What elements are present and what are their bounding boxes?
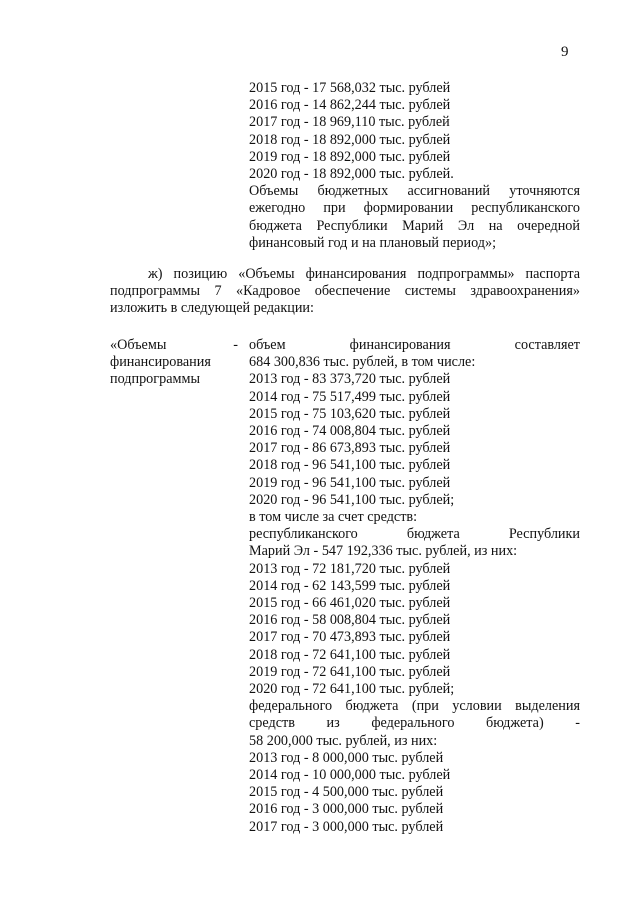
year-line: 2018 год - 18 892,000 тыс. рублей	[249, 131, 451, 148]
year-line: 2015 год - 17 568,032 тыс. рублей	[249, 80, 451, 96]
year-line: 2016 год - 14 862,244 тыс. рублей	[249, 97, 451, 114]
funding-block-continued	[249, 80, 580, 252]
year-line: 2017 год - 70 473,893 тыс. рублей	[249, 629, 451, 646]
note-line: финансовый год и на плановый период»;	[249, 234, 497, 251]
year-line: 2013 год - 83 373,720 тыс. рублей	[249, 371, 451, 388]
paragraph-zh	[110, 266, 580, 318]
year-line: 2018 год - 96 541,100 тыс. рублей	[249, 457, 451, 474]
label-text: финансирования	[110, 354, 211, 371]
sources-intro: в том числе за счет средств:	[249, 509, 418, 526]
year-line: 2016 год - 3 000,000 тыс. рублей	[249, 801, 444, 818]
year-line: 2015 год - 4 500,000 тыс. рублей	[249, 784, 444, 801]
federal-line: средств из федерального бюджета) -	[249, 715, 580, 732]
year-line: 2019 год - 96 541,100 тыс. рублей	[249, 474, 451, 491]
year-line: 2014 год - 75 517,499 тыс. рублей	[249, 388, 451, 405]
total-line: 684 300,836 тыс. рублей, в том числе:	[249, 354, 476, 371]
federal-line: 58 200,000 тыс. рублей, из них:	[249, 732, 438, 749]
year-line: 2013 год - 8 000,000 тыс. рублей	[249, 749, 444, 766]
year-line: 2016 год - 74 008,804 тыс. рублей	[249, 423, 451, 440]
paragraph-line: изложить в следующей редакции:	[110, 300, 314, 317]
paragraph-line: ж) позицию «Объемы финансирования подпрограммы» паспорта	[148, 266, 580, 282]
federal-line: федерального бюджета (при условии выделения	[249, 698, 580, 715]
row-label	[110, 337, 238, 389]
label-text: подпрограммы	[110, 371, 200, 388]
year-line: 2017 год - 18 969,110 тыс. рублей	[249, 114, 450, 131]
year-line: 2014 год - 62 143,599 тыс. рублей	[249, 577, 451, 594]
label-text: «Объемы	[110, 337, 167, 353]
note-line: ежегодно при формировании республиканского	[249, 200, 580, 217]
year-line: 2013 год - 72 181,720 тыс. рублей	[249, 560, 451, 577]
note-line: Объемы бюджетных ассигнований уточняются	[249, 183, 580, 200]
year-line: 2020 год - 72 641,100 тыс. рублей;	[249, 681, 455, 698]
year-line: 2016 год - 58 008,804 тыс. рублей	[249, 612, 451, 629]
year-line: 2020 год - 18 892,000 тыс. рублей.	[249, 166, 454, 183]
year-line: 2015 год - 75 103,620 тыс. рублей	[249, 405, 451, 422]
label-first-line	[110, 337, 238, 354]
year-line: 2017 год - 86 673,893 тыс. рублей	[249, 440, 451, 457]
page-number: 9	[561, 44, 569, 60]
year-line: 2019 год - 72 641,100 тыс. рублей	[249, 663, 451, 680]
year-line: 2020 год - 96 541,100 тыс. рублей;	[249, 491, 455, 508]
year-line: 2015 год - 66 461,020 тыс. рублей	[249, 595, 451, 612]
total-line: объем финансирования составляет	[249, 337, 580, 353]
year-line: 2014 год - 10 000,000 тыс. рублей	[249, 767, 451, 784]
republic-line: Марий Эл - 547 192,336 тыс. рублей, из них:	[249, 543, 518, 560]
year-line: 2017 год - 3 000,000 тыс. рублей	[249, 818, 444, 835]
year-line: 2019 год - 18 892,000 тыс. рублей	[249, 148, 451, 165]
note-line: бюджета Республики Марий Эл на очередной	[249, 217, 580, 234]
row-value	[249, 337, 580, 836]
republic-line: республиканского бюджета Республики	[249, 526, 580, 543]
label-dash: -	[233, 337, 238, 353]
paragraph-line: подпрограммы 7 «Кадровое обеспечение системы здравоохранения»	[110, 283, 580, 300]
year-line: 2018 год - 72 641,100 тыс. рублей	[249, 646, 451, 663]
